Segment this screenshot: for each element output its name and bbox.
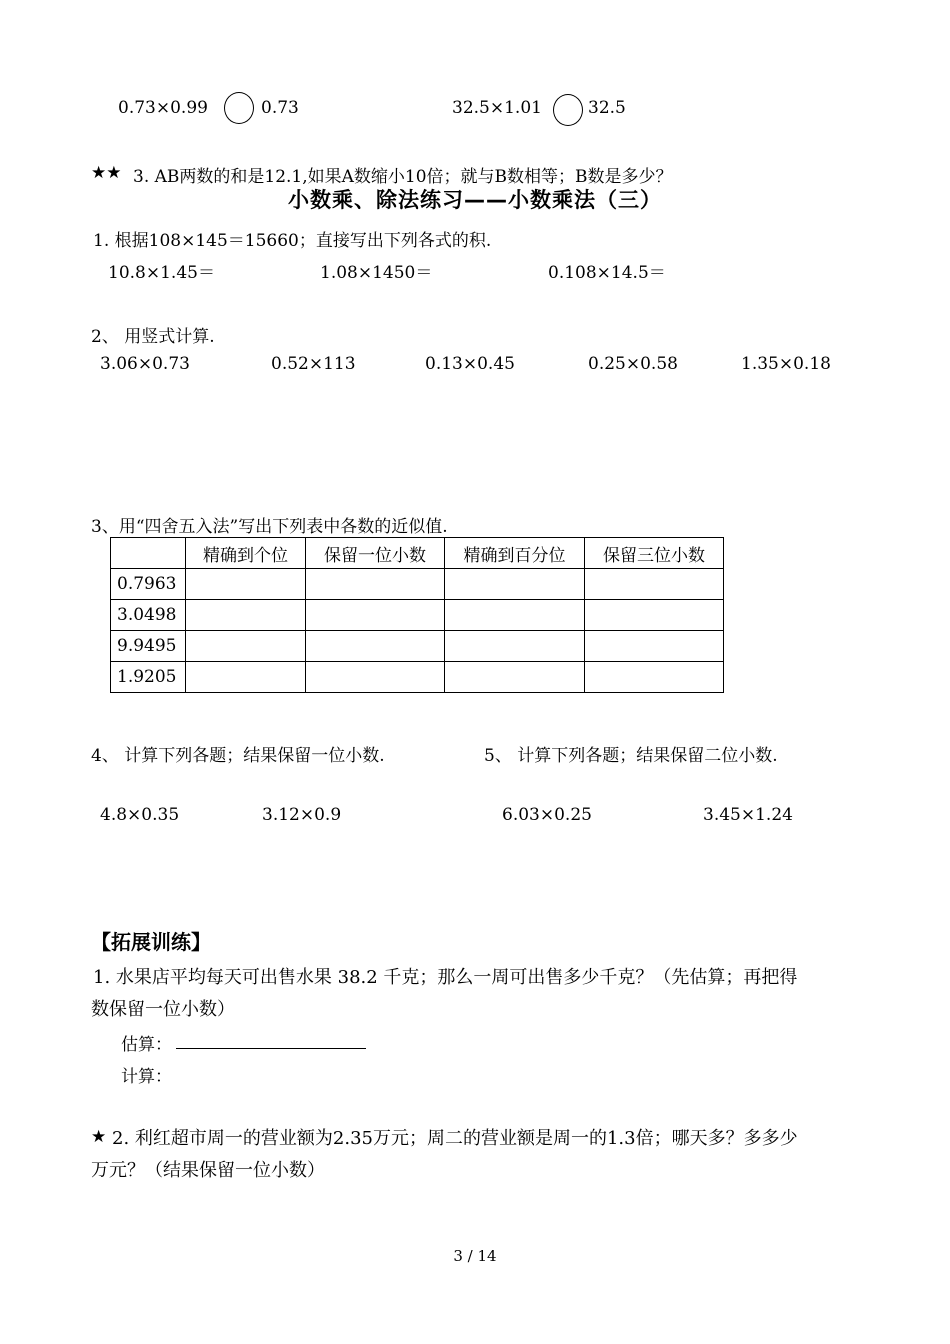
- s4-item: 3.12×0.9: [262, 805, 342, 825]
- expand-q2-line2: 万元？（结果保留一位小数）: [91, 1160, 325, 1181]
- compare-expr-2: 32.5×1.01: [452, 98, 542, 118]
- compare-right-2: 32.5: [588, 98, 626, 118]
- answer-cell[interactable]: [445, 631, 585, 662]
- table-header-row: [111, 538, 724, 569]
- table-row: [111, 569, 724, 600]
- approximation-table: [110, 537, 724, 693]
- s1-item: 1.08×1450＝: [320, 263, 433, 283]
- table-header-cell: [111, 538, 186, 569]
- answer-cell[interactable]: [186, 569, 306, 600]
- section-5-text: 5、 计算下列各题；结果保留二位小数.: [484, 746, 778, 766]
- calc-label: 计算：: [121, 1067, 172, 1087]
- section-4-text: 4、 计算下列各题；结果保留一位小数.: [91, 746, 385, 766]
- answer-cell[interactable]: [585, 631, 724, 662]
- answer-cell[interactable]: [306, 662, 445, 693]
- section-1-text: 1. 根据108×145＝15660；直接写出下列各式的积.: [93, 231, 492, 251]
- answer-cell[interactable]: [306, 631, 445, 662]
- compare-blank-circle-2[interactable]: [553, 94, 583, 126]
- s2-item: 1.35×0.18: [741, 354, 831, 374]
- expand-heading: 【拓展训练】: [91, 930, 211, 954]
- table-row: [111, 631, 724, 662]
- compare-blank-circle-1[interactable]: [224, 92, 254, 124]
- section-2-text: 2、 用竖式计算.: [91, 327, 215, 347]
- table-header-cell: 精确到百分位: [445, 538, 585, 569]
- expand-q1-line1: 1. 水果店平均每天可出售水果 38.2 千克；那么一周可出售多少千克？（先估算；再把得: [93, 967, 798, 988]
- star-rating: ★: [91, 1127, 107, 1147]
- s1-item: 0.108×14.5＝: [548, 263, 666, 283]
- answer-cell[interactable]: [186, 662, 306, 693]
- compare-expr-1: 0.73×0.99: [118, 98, 208, 118]
- answer-cell[interactable]: [306, 569, 445, 600]
- answer-cell[interactable]: [306, 600, 445, 631]
- star-rating: ★★: [91, 163, 122, 183]
- s2-item: 0.25×0.58: [588, 354, 678, 374]
- table-row-label: 0.7963: [111, 569, 186, 600]
- table-row: [111, 600, 724, 631]
- answer-cell[interactable]: [445, 600, 585, 631]
- table-header-cell: 精确到个位: [186, 538, 306, 569]
- s2-item: 0.13×0.45: [425, 354, 515, 374]
- table-row-label: 1.9205: [111, 662, 186, 693]
- expand-q1-line2: 数保留一位小数）: [91, 999, 235, 1020]
- compare-right-1: 0.73: [261, 98, 299, 118]
- page-number: 3 / 14: [453, 1247, 497, 1265]
- answer-cell[interactable]: [186, 600, 306, 631]
- expand-q2-line1: 2. 利红超市周一的营业额为2.35万元；周二的营业额是周一的1.3倍；哪天多？多多少: [112, 1128, 798, 1149]
- s5-item: 6.03×0.25: [502, 805, 592, 825]
- answer-cell[interactable]: [445, 662, 585, 693]
- s4-item: 4.8×0.35: [100, 805, 180, 825]
- table-header-cell: 保留三位小数: [585, 538, 724, 569]
- table-row-label: 3.0498: [111, 600, 186, 631]
- s2-item: 3.06×0.73: [100, 354, 190, 374]
- s1-item: 10.8×1.45＝: [108, 263, 215, 283]
- answer-cell[interactable]: [585, 600, 724, 631]
- estimate-answer-line[interactable]: [176, 1048, 366, 1049]
- answer-cell[interactable]: [186, 631, 306, 662]
- answer-cell[interactable]: [445, 569, 585, 600]
- answer-cell[interactable]: [585, 569, 724, 600]
- table-header-cell: 保留一位小数: [306, 538, 445, 569]
- answer-cell[interactable]: [585, 662, 724, 693]
- question-text: 3. AB两数的和是12.1,如果A数缩小10倍；就与B数相等；B数是多少？: [133, 167, 673, 187]
- table-row: [111, 662, 724, 693]
- s5-item: 3.45×1.24: [703, 805, 793, 825]
- page-title: 小数乘、除法练习——小数乘法（三）: [288, 188, 662, 212]
- table-row-label: 9.9495: [111, 631, 186, 662]
- estimate-label: 估算：: [121, 1035, 172, 1055]
- s2-item: 0.52×113: [271, 354, 356, 374]
- section-3-text: 3、用“四舍五入法”写出下列表中各数的近似值.: [91, 517, 448, 537]
